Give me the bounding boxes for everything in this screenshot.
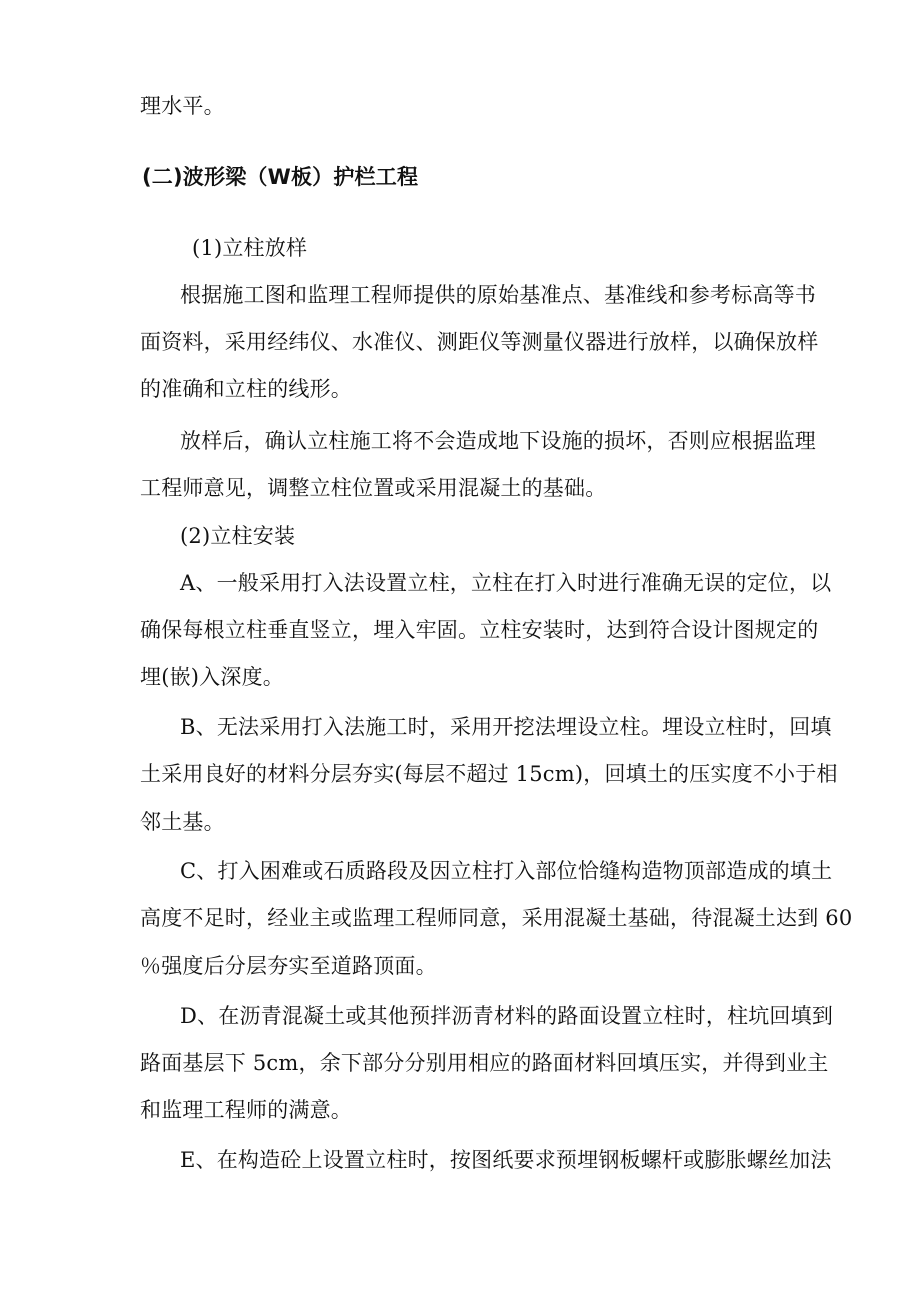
paragraph-line: 和监理工程师的满意。 [140, 1098, 352, 1122]
paragraph-line: D、在沥青混凝土或其他预拌沥青材料的路面设置立柱时，柱坑回填到 [180, 1004, 834, 1028]
paragraph-line: 的准确和立柱的线形。 [140, 377, 352, 401]
paragraph-line: 埋(嵌)入深度。 [140, 665, 284, 689]
paragraph-line: C、打入困难或石质路段及因立柱打入部位恰缝构造物顶部造成的填土 [180, 859, 833, 883]
subsection-heading: (2)立柱安装 [180, 524, 296, 548]
paragraph-line: 路面基层下 5cm，余下部分分别用相应的路面材料回填压实，并得到业主 [140, 1051, 829, 1075]
paragraph-line: 工程师意见，调整立柱位置或采用混凝土的基础。 [140, 476, 607, 500]
paragraph-line: E、在构造砼上设置立柱时，按图纸要求预埋钢板螺杆或膨胀螺丝加法 [180, 1148, 832, 1172]
paragraph-line: A、一般采用打入法设置立柱，立柱在打入时进行准确无误的定位，以 [180, 571, 832, 595]
paragraph-line: 放样后，确认立柱施工将不会造成地下设施的损坏，否则应根据监理 [180, 429, 816, 453]
paragraph-line: B、无法采用打入法施工时，采用开挖法埋设立柱。埋设立柱时，回填 [180, 715, 832, 739]
paragraph-line: 面资料，采用经纬仪、水准仪、测距仪等测量仪器进行放样，以确保放样 [140, 330, 819, 354]
paragraph-line: 高度不足时，经业主或监理工程师同意，采用混凝土基础，待混凝土达到 60 [140, 906, 853, 930]
paragraph-line: 根据施工图和监理工程师提供的原始基准点、基准线和参考标高等书 [180, 283, 816, 307]
paragraph-line: 确保每根立柱垂直竖立，埋入牢固。立柱安装时，达到符合设计图规定的 [140, 618, 819, 642]
paragraph-line: 邻土基。 [140, 810, 225, 834]
subsection-heading: (1)立柱放样 [192, 236, 308, 260]
paragraph-line: 理水平。 [140, 94, 225, 118]
section-heading: (二)波形梁（W板）护栏工程 [142, 165, 419, 189]
paragraph-line: ％强度后分层夯实至道路顶面。 [140, 954, 437, 978]
paragraph-line: 土采用良好的材料分层夯实(每层不超过 15cm)，回填土的压实度不小于相 [140, 762, 838, 786]
